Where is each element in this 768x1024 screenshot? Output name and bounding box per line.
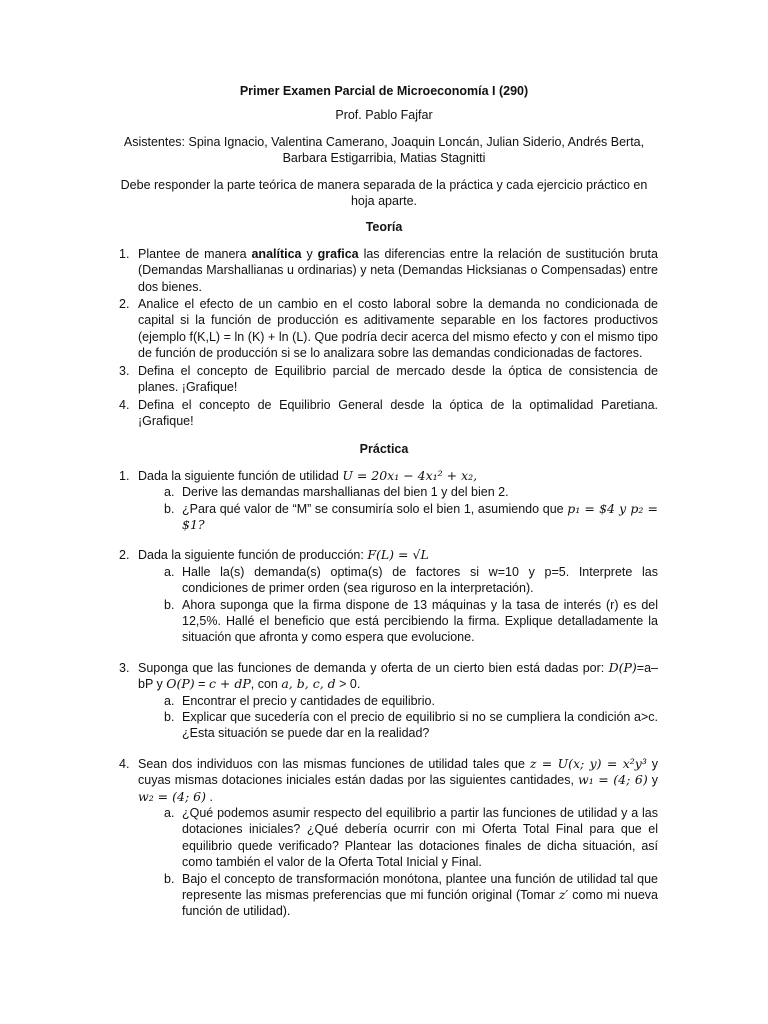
practica-q3 [110, 660, 658, 742]
question-number: 2. [119, 297, 130, 312]
subquestion-text: Bajo el concepto de transformación monótona, plantee una función de utilidad tal que represente las mismas preferencias que mi función original (Tomar [182, 871, 658, 903]
endowment-1: w₁ = (4; 6) [578, 772, 648, 788]
subquestion-label: b. [164, 501, 175, 516]
supply-formula: O(P) [166, 676, 195, 692]
practica-q1 [110, 468, 658, 534]
question-text: Defina el concepto de Equilibrio parcial de mercado desde la óptica de consistencia de planes. ¡Grafique! [138, 363, 658, 395]
parameters: a, b, c, d [281, 676, 336, 692]
subquestion-b [138, 709, 658, 742]
new-utility-symbol: z′ [558, 887, 569, 903]
subquestion-b [138, 871, 658, 920]
subquestion-text: Derive las demandas marshallianas del bien 1 y del bien 2. [182, 485, 509, 500]
subquestion-a [138, 805, 658, 871]
demand-formula: D(P) [608, 659, 637, 675]
exam-title: Primer Examen Parcial de Microeconomía I (290) [239, 84, 529, 98]
subquestion-list [138, 484, 658, 533]
practica-q4 [110, 756, 658, 920]
price-formula: p₁ = $4 y p₂ = $1? [182, 500, 659, 532]
subquestion-label: a. [164, 485, 175, 500]
question-text: y [301, 246, 318, 261]
instructions-line: Debe responder la parte teórica de manera separada de la práctica y cada ejercicio práctico en hoja aparte. [120, 177, 648, 209]
question-number: 1. [119, 246, 130, 261]
question-bold-term: grafica [317, 246, 359, 261]
question-text: y [647, 773, 658, 788]
question-number: 1. [119, 468, 130, 483]
subquestion-text: Explicar que sucedería con el precio de equilibrio si no se cumpliera la condición a>c. ¿Esta situación se puede dar en la realidad? [182, 710, 658, 741]
subquestion-text: Encontrar el precio y cantidades de equilibrio. [182, 693, 435, 708]
subquestion-label: a. [164, 693, 175, 708]
teoria-q3 [110, 363, 658, 396]
teoria-heading: Teoría [365, 220, 403, 235]
question-number: 2. [119, 548, 130, 563]
subquestion-label: b. [164, 597, 175, 612]
question-number: 3. [119, 363, 130, 378]
question-text: Dada la siguiente función de utilidad [138, 468, 343, 483]
subquestion-list [138, 805, 658, 920]
subquestion-text: como mi nueva función de utilidad). [182, 888, 658, 919]
subquestion-label: a. [164, 564, 175, 579]
subquestion-text: ¿Para qué valor de “M” se consumiría solo el bien 1, asumiendo que [182, 501, 568, 516]
subquestion-b [138, 597, 658, 646]
question-text: las diferencias entre la relación de sustitución bruta (Demandas Marshallianas u ordinarias) y neta (Demandas Hicksianas o Compensadas) entre dos bienes. [138, 246, 658, 294]
question-text: Analice el efecto de un cambio en el costo laboral sobre la demanda no condicionada de capital si la función de producción es aditivamente separable en los factores productivos (ejemplo f(K,L) = ln (K) + ln (L). Que podría decir acerca del mismo efecto y con el mismo tipo de función de producción si se lo analizara sobre las demandas condicionadas de factores. [138, 297, 658, 361]
subquestion-label: b. [164, 710, 175, 724]
subquestion-list [138, 693, 658, 742]
question-text: Sean dos individuos con las mismas funciones de utilidad tales que [138, 756, 530, 771]
utility-formula: U = 20x₁ − 4x₁² + x₂, [342, 467, 478, 483]
subquestion-text: ¿Qué podemos asumir respecto del equilibrio a partir las funciones de utilidad y a las dotaciones iniciales? ¿Qué debería ocurrir con mi Oferta Total Final para que el equilibrio quede verificado? Plantear las dotaciones finales de dicha situación, así como también el valor de la Oferta Total Inicial y Final. [182, 806, 658, 870]
question-number: 3. [119, 660, 130, 675]
teoria-list [110, 246, 658, 429]
question-text: . [205, 789, 213, 804]
question-text: =a–bP y [138, 660, 658, 692]
production-formula: F(L) = √L [367, 547, 429, 563]
subquestion-a [138, 484, 658, 500]
teoria-q4 [110, 397, 658, 430]
subquestion-text: Halle la(s) demanda(s) optima(s) de factores si w=10 y p=5. Interprete las condiciones de primer orden (sea riguroso en la interpretación). [182, 564, 658, 596]
question-text: > 0. [335, 677, 361, 692]
subquestion-b [138, 501, 658, 534]
question-number: 4. [119, 397, 130, 412]
supply-expression: c + dP [208, 676, 251, 692]
professor-line: Prof. Pablo Fajfar [335, 108, 433, 123]
question-text: Plantee de manera [138, 246, 252, 261]
question-text: = [194, 677, 209, 692]
question-text: , con [250, 677, 282, 692]
teoria-q1 [110, 246, 658, 295]
question-number: 4. [119, 756, 130, 771]
practica-q2 [110, 547, 658, 645]
practica-heading: Práctica [359, 442, 409, 457]
subquestion-text: Ahora suponga que la firma dispone de 13 máquinas y la tasa de interés (r) es del 12,5%. Hallé el beneficio que está percibiendo la firma. Explique detalladamente la situación que afronta y como espera que evolucione. [182, 597, 658, 645]
endowment-2: w₂ = (4; 6) [138, 788, 206, 804]
question-text: Defina el concepto de Equilibrio General desde la óptica de la optimalidad Paretiana. ¡Grafique! [138, 397, 658, 428]
practica-list [110, 468, 658, 920]
question-text: y cuyas mismas dotaciones iniciales están dadas por las siguientes cantidades, [138, 756, 658, 788]
question-text: Suponga que las funciones de demanda y oferta de un cierto bien está dadas por: [138, 660, 609, 675]
teoria-q2 [110, 296, 658, 362]
assistants-line: Asistentes: Spina Ignacio, Valentina Camerano, Joaquin Loncán, Julian Siderio, Andrés Berta, Barbara Estigarribia, Matias Stagnitti [123, 134, 645, 166]
subquestion-a [138, 693, 658, 709]
subquestion-a [138, 564, 658, 597]
question-bold-term: analítica [251, 246, 302, 261]
subquestion-label: a. [164, 806, 175, 821]
subquestion-list [138, 564, 658, 646]
utility-formula: z = U(x; y) = x²y³ [529, 755, 647, 771]
question-text: Dada la siguiente función de producción: [138, 548, 368, 563]
subquestion-label: b. [164, 871, 175, 886]
